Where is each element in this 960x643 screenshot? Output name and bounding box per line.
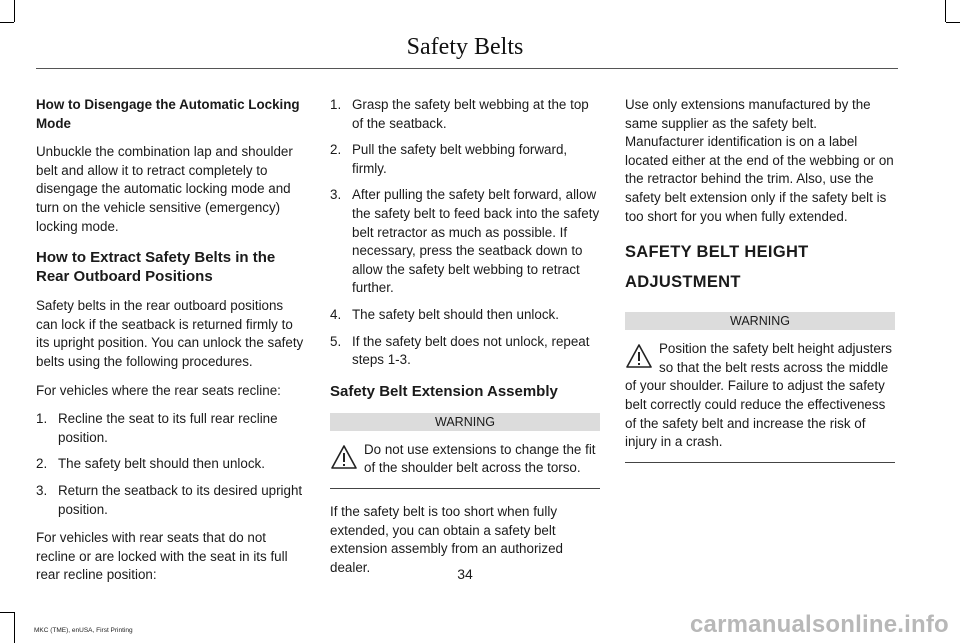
paragraph: For vehicles with rear seats that do not recline or are locked with the seat in its full rear recline position: (36, 530, 288, 583)
section-heading-line1: SAFETY BELT HEIGHT (625, 243, 809, 262)
list-text: The safety belt should then unlock. (352, 306, 559, 322)
warning-text: Do not use extensions to change the fit of the shoulder belt across the torso. (364, 441, 596, 476)
list-number: 4. (330, 306, 342, 322)
warning-label: WARNING (625, 312, 895, 330)
list-item (330, 186, 600, 298)
column-3 (625, 96, 895, 477)
crop-mark (945, 0, 946, 22)
list-number: 2. (36, 456, 48, 472)
list-item (36, 482, 304, 519)
list-item (36, 410, 304, 447)
page-title: Safety Belts (406, 34, 524, 60)
crop-mark (0, 612, 14, 613)
list-item (330, 141, 600, 178)
page-number: 34 (457, 566, 473, 582)
list-number: 1. (330, 97, 342, 112)
heading-extract-belts: How to Extract Safety Belts in the Rear Outboard Positions (36, 249, 276, 286)
list-text: The safety belt should then unlock. (58, 456, 265, 472)
list-number: 2. (330, 142, 342, 158)
list-item (330, 96, 600, 133)
warning-box (625, 330, 895, 463)
section-heading-line2: ADJUSTMENT (625, 273, 741, 292)
watermark: carmanualsonline.info (690, 611, 949, 638)
list-number: 3. (36, 482, 48, 498)
paragraph: For vehicles where the rear seats recline: (36, 382, 281, 398)
column-1 (36, 96, 304, 595)
list-item (330, 306, 600, 325)
list-number: 5. (330, 333, 342, 349)
heading-extension-assembly: Safety Belt Extension Assembly (330, 382, 558, 400)
print-info: MKC (TME), enUSA, First Printing (34, 627, 133, 634)
warning-triangle-icon (625, 342, 653, 370)
paragraph: Safety belts in the rear outboard positions can lock if the seatback is returned firmly to its upright position. You can unlock the safety belts using the following procedures. (36, 298, 304, 369)
warning-label: WARNING (330, 413, 600, 431)
warning-box (330, 431, 600, 489)
header-divider (36, 68, 898, 69)
paragraph: Use only extensions manufactured by the same supplier as the safety belt. Manufacturer identification is on a label located either at the end of the webbing or on the retractor behind the trim. Also, use the safety belt extension only if the safety belt is too short for you when fully extended. (625, 97, 894, 224)
warning-triangle-icon (330, 443, 358, 471)
procedure-list (330, 96, 600, 370)
list-item (36, 455, 304, 474)
list-text: After pulling the safety belt forward, allow the safety belt to feed back into the safety belt retractor as much as possible. If necessary, press the seatback down to allow the safety belt webbing to retract further. (352, 187, 600, 296)
crop-mark (14, 612, 15, 643)
paragraph: If the safety belt is too short when fully extended, you can obtain a safety belt extension assembly from an authorized dealer. (330, 503, 563, 575)
list-item (330, 333, 600, 370)
list-text: Pull the safety belt webbing forward, firmly. (352, 142, 568, 176)
list-text: Return the seatback to its desired upright position. (58, 482, 303, 517)
column-2 (330, 96, 600, 587)
list-number: 3. (330, 187, 342, 203)
crop-mark (946, 22, 960, 23)
paragraph: Unbuckle the combination lap and shoulder belt and allow it to retract completely to disengage the automatic locking mode and turn on the vehicle sensitive (emergency) locking mode. (36, 144, 293, 234)
list-text: If the safety belt does not unlock, repeat steps 1-3. (352, 333, 590, 368)
heading-disengage-locking: How to Disengage the Automatic Locking Mode (36, 97, 300, 131)
list-number: 1. (36, 411, 48, 427)
list-text: Recline the seat to its full rear recline position. (58, 411, 278, 445)
crop-mark (0, 22, 14, 23)
crop-mark (14, 0, 15, 22)
procedure-list (36, 410, 304, 519)
warning-text: Position the safety belt height adjusters so that the belt rests across the middle of your shoulder. Failure to adjust the safety belt correctly could reduce the effectiveness of the safety belt and increase the risk of injury in a crash. (625, 341, 892, 450)
list-text: Grasp the safety belt webbing at the top of the seatback. (352, 97, 589, 131)
